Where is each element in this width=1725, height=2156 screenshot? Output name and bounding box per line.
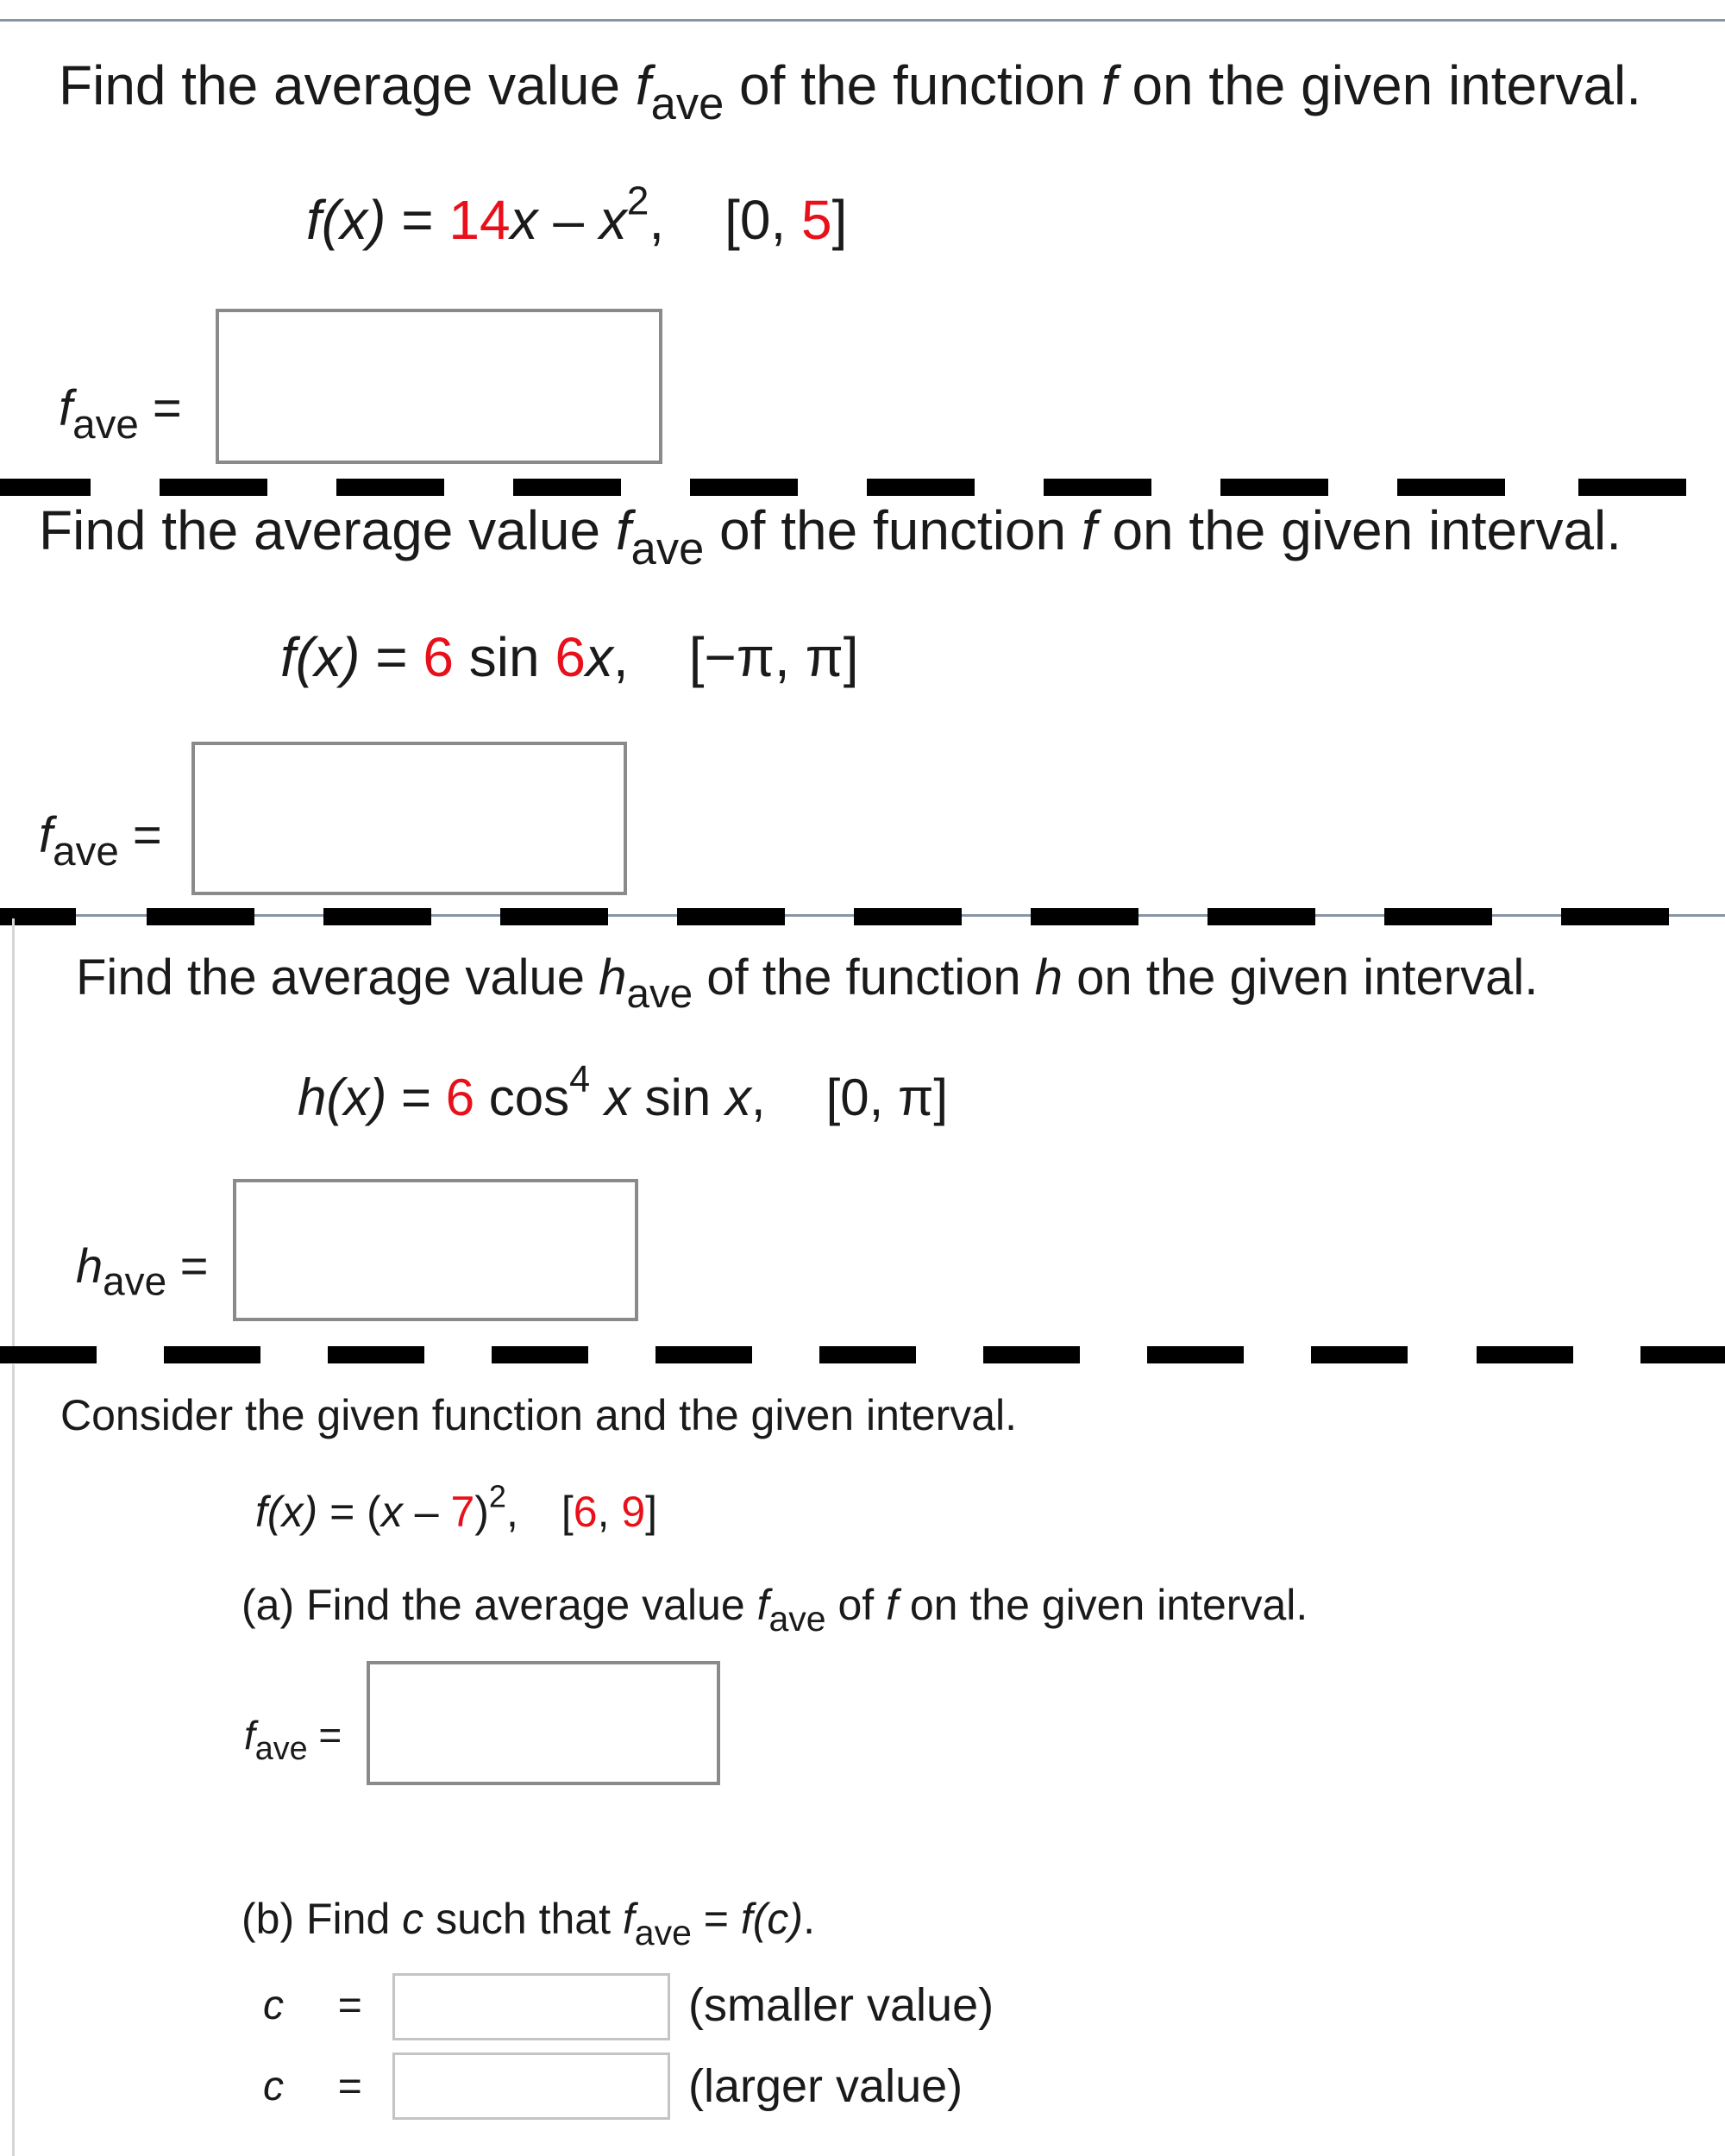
- c-larger-box[interactable]: [392, 2053, 670, 2120]
- c-smaller-input[interactable]: [395, 1976, 668, 2038]
- problem-3-formula: h(x) = 6 $\cos^4 x$ sin x, [0, π]: [298, 1059, 949, 1126]
- c-smaller-box[interactable]: [392, 1973, 670, 2040]
- problem-1-answer-input[interactable]: [219, 312, 659, 461]
- problem-4-prompt: Consider the given function and the given interval.: [60, 1391, 1018, 1439]
- part-a-prompt: (a) Find the average value $f_{ave}$ of f on the given interval.: [242, 1581, 1308, 1639]
- problem-1-formula: $f(x) = 14x - x^2$, [0, 5]: [306, 178, 848, 251]
- problem-4-formula: f(x) = (x – 7)$^2$, [6, 9]: [255, 1478, 658, 1536]
- part-a-answer-label: $f_{ave}$ =: [244, 1713, 342, 1767]
- problem-1-answer-label: $f_{ave}$ =: [59, 380, 182, 448]
- problem-1-prompt: Find the average value $f_{ave}$ of the function f on the given interval.: [59, 54, 1642, 129]
- problem-2-answer-input[interactable]: [195, 745, 624, 892]
- c-larger-label: c =: [263, 2064, 362, 2109]
- problem-3-prompt: Find the average value $h_{ave}$ of the function h on the given interval.: [76, 950, 1539, 1018]
- problem-3-answer-box[interactable]: [233, 1179, 638, 1321]
- c-smaller-note: (smaller value): [688, 1979, 994, 2031]
- part-a-answer-input[interactable]: [370, 1664, 717, 1782]
- problem-2-prompt: Find the average value $f_{ave}$ of the function f on the given interval.: [39, 499, 1622, 574]
- c-larger-input[interactable]: [395, 2055, 668, 2117]
- part-b-prompt: (b) Find c such that $f_{ave} = f(c)$.: [242, 1895, 815, 1953]
- problem-2-answer-label: $f_{ave}$ =: [39, 807, 162, 875]
- top-divider: [0, 19, 1725, 22]
- problem-1-answer-box[interactable]: [216, 309, 662, 464]
- problem-4-left-border: [12, 1364, 15, 2156]
- part-a-answer-box[interactable]: [367, 1661, 720, 1785]
- problem-3-answer-input[interactable]: [236, 1182, 635, 1318]
- c-larger-note: (larger value): [688, 2060, 963, 2112]
- c-smaller-label: c =: [263, 1983, 362, 2028]
- problem-2-answer-box[interactable]: [191, 742, 627, 895]
- problem-3-left-border: [12, 918, 15, 1363]
- problem-2-formula: f(x) = 6 sin 6x, [−π, π]: [280, 626, 859, 688]
- problem-3-answer-label: $h_{ave}$ =: [76, 1238, 209, 1304]
